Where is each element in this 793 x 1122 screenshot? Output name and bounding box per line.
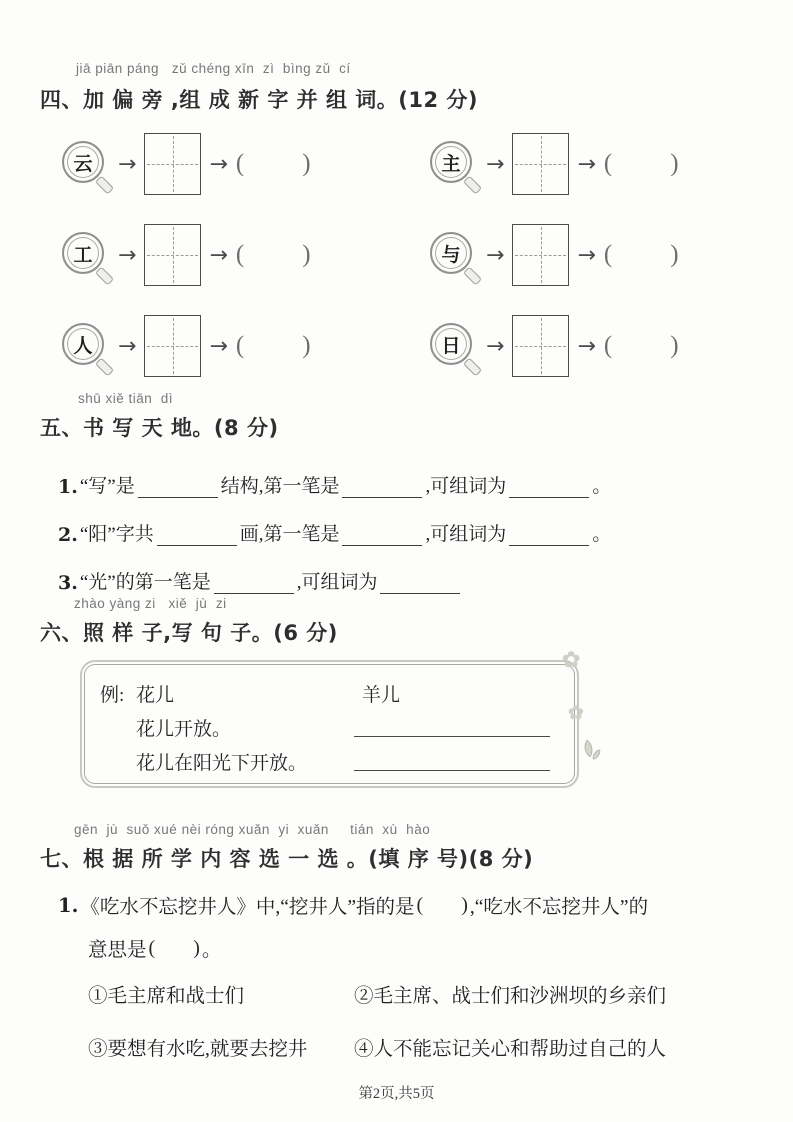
answer-line[interactable]: [354, 736, 550, 737]
magnifier-lens: [62, 323, 104, 365]
question-text: 结构,第一笔是: [220, 476, 340, 497]
character-write-box[interactable]: [144, 315, 201, 377]
base-character: 与: [441, 244, 461, 266]
grid-hline: [515, 164, 566, 165]
example-sentence-2: 花儿在阳光下开放。: [136, 753, 308, 774]
magnifier-handle: [95, 266, 114, 285]
character-write-box[interactable]: [512, 224, 569, 286]
question-number: 2.: [58, 524, 78, 546]
word-answer-blank[interactable]: [604, 332, 679, 360]
magnifier-handle: [463, 175, 482, 194]
radical-exercise-item: [430, 132, 768, 196]
answer-blank[interactable]: [509, 530, 589, 546]
question-number: 1.: [58, 476, 78, 498]
section4-pinyin: jiā piān páng zǔ chéng xīn zì bìng zǔ cí: [76, 61, 351, 76]
question-text: 。: [592, 476, 612, 497]
arrow-icon: →: [118, 333, 137, 359]
answer-blank[interactable]: [342, 530, 422, 546]
radical-exercise-item: [62, 223, 430, 287]
question-text: 意思是: [88, 940, 147, 961]
magnifier-handle: [95, 357, 114, 376]
choice-options: [88, 980, 748, 1061]
answer-blank[interactable]: [380, 578, 460, 594]
section7-pinyin: gēn jù suǒ xué nèi róng xuǎn yi xuǎn tián xù hào: [74, 822, 431, 837]
question-text: 。: [201, 940, 222, 961]
magnifier-icon: [62, 323, 108, 369]
arrow-icon: →: [577, 333, 596, 359]
example-word-right: 羊儿: [362, 685, 401, 706]
arrow-icon: →: [486, 333, 505, 359]
base-character: 主: [441, 153, 461, 175]
flower-icon: ✿: [568, 702, 584, 724]
close-paren: ): [193, 936, 200, 959]
magnifier-lens: [430, 232, 472, 274]
question-number: 1.: [58, 893, 79, 917]
open-paren: (: [235, 332, 245, 359]
question-number: 3.: [58, 572, 78, 594]
magnifier-lens: [62, 232, 104, 274]
arrow-icon: →: [486, 151, 505, 177]
character-write-box[interactable]: [144, 224, 201, 286]
section5-pinyin: shū xiě tiān dì: [78, 391, 174, 406]
close-paren: ): [670, 332, 679, 359]
example-box: [80, 648, 584, 788]
magnifier-handle: [463, 357, 482, 376]
arrow-icon: →: [577, 151, 596, 177]
magnifier-lens: [62, 141, 104, 183]
character-write-box[interactable]: [144, 133, 201, 195]
magnifier-handle: [463, 266, 482, 285]
magnifier-lens: [430, 141, 472, 183]
section4-exercise-grid: [62, 132, 768, 378]
radical-exercise-item: [62, 314, 430, 378]
section7-title: 七、根 据 所 学 内 容 选 一 选 。(填 序 号)(8 分): [40, 847, 534, 871]
answer-blank[interactable]: [214, 578, 294, 594]
answer-blank[interactable]: [509, 482, 589, 498]
example-word-left: 花儿: [136, 685, 175, 706]
example-label: 例:: [100, 685, 125, 706]
open-paren: (: [603, 241, 613, 268]
option-3[interactable]: ③要想有水吃,就要去挖井: [88, 1039, 308, 1060]
close-paren: ): [670, 241, 679, 268]
page-number: 第2页,共5页: [358, 1086, 435, 1102]
choice-answer-blank[interactable]: [417, 894, 468, 917]
question-text: ,可组词为: [425, 524, 507, 545]
choice-question-line2: [88, 934, 221, 962]
magnifier-icon: [430, 323, 476, 369]
question-text: 《吃水不忘挖井人》中,“挖井人”指的是: [80, 897, 415, 918]
word-answer-blank[interactable]: [236, 332, 311, 360]
character-write-box[interactable]: [512, 315, 569, 377]
close-paren: ): [302, 332, 311, 359]
base-character: 日: [441, 335, 461, 357]
close-paren: ): [670, 150, 679, 177]
magnifier-icon: [62, 141, 108, 187]
fill-blank-question: [58, 450, 718, 498]
arrow-icon: →: [118, 151, 137, 177]
magnifier-icon: [430, 141, 476, 187]
base-character: 人: [73, 335, 93, 357]
close-paren: ): [302, 150, 311, 177]
answer-blank[interactable]: [342, 482, 422, 498]
grid-hline: [515, 255, 566, 256]
section5-title: 五、书 写 天 地。(8 分): [40, 416, 279, 440]
word-answer-blank[interactable]: [604, 150, 679, 178]
word-answer-blank[interactable]: [604, 241, 679, 269]
choice-question-line1: [58, 891, 648, 919]
section6-title: 六、照 样 子,写 句 子。(6 分): [40, 621, 338, 645]
example-sentence-1: 花儿开放。: [136, 719, 232, 740]
open-paren: (: [416, 893, 424, 916]
open-paren: (: [603, 332, 613, 359]
arrow-icon: →: [209, 242, 228, 268]
close-paren: ): [302, 241, 311, 268]
option-1[interactable]: ①毛主席和战士们: [88, 986, 245, 1007]
answer-line[interactable]: [354, 770, 550, 771]
question-text: “光”的第一笔是: [79, 572, 211, 593]
question-text: 画,第一笔是: [239, 524, 340, 545]
option-2[interactable]: ②毛主席、战士们和沙洲坝的乡亲们: [354, 986, 667, 1007]
open-paren: (: [603, 150, 613, 177]
question-text: ,“吃水不忘挖井人”的: [469, 897, 649, 918]
magnifier-icon: [62, 232, 108, 278]
magnifier-icon: [430, 232, 476, 278]
question-text: ,可组词为: [296, 572, 378, 593]
radical-exercise-item: [430, 223, 768, 287]
grid-hline: [515, 346, 566, 347]
base-character: 工: [73, 244, 93, 266]
grid-hline: [147, 164, 198, 165]
radical-exercise-item: [430, 314, 768, 378]
magnifier-lens: [430, 323, 472, 365]
question-text: ,可组词为: [425, 476, 507, 497]
answer-blank[interactable]: [138, 482, 218, 498]
section4-title: 四、加 偏 旁 ,组 成 新 字 并 组 词。(12 分): [40, 88, 479, 112]
word-answer-blank[interactable]: [236, 150, 311, 178]
question-text: 。: [592, 524, 612, 545]
section6-pinyin: zhào yàng zi xiě jù zi: [74, 596, 227, 611]
choice-answer-blank[interactable]: [149, 937, 200, 960]
grid-hline: [147, 346, 198, 347]
arrow-icon: →: [209, 151, 228, 177]
arrow-icon: →: [486, 242, 505, 268]
magnifier-handle: [95, 175, 114, 194]
open-paren: (: [235, 241, 245, 268]
word-answer-blank[interactable]: [236, 241, 311, 269]
close-paren: ): [461, 893, 468, 916]
radical-exercise-item: [62, 132, 430, 196]
question-text: “阳”字共: [79, 524, 154, 545]
arrow-icon: →: [118, 242, 137, 268]
option-4[interactable]: ④人不能忘记关心和帮助过自己的人: [354, 1039, 667, 1060]
base-character: 云: [73, 153, 93, 175]
arrow-icon: →: [577, 242, 596, 268]
question-text: “写”是: [79, 476, 135, 497]
fill-blank-question: [58, 498, 718, 546]
section5-questions: [58, 450, 718, 594]
flower-icon: ✿: [562, 648, 581, 673]
character-write-box[interactable]: [512, 133, 569, 195]
arrow-icon: →: [209, 333, 228, 359]
fill-blank-question: [58, 546, 718, 594]
open-paren: (: [235, 150, 245, 177]
grid-hline: [147, 255, 198, 256]
answer-blank[interactable]: [157, 530, 237, 546]
open-paren: (: [148, 936, 156, 959]
